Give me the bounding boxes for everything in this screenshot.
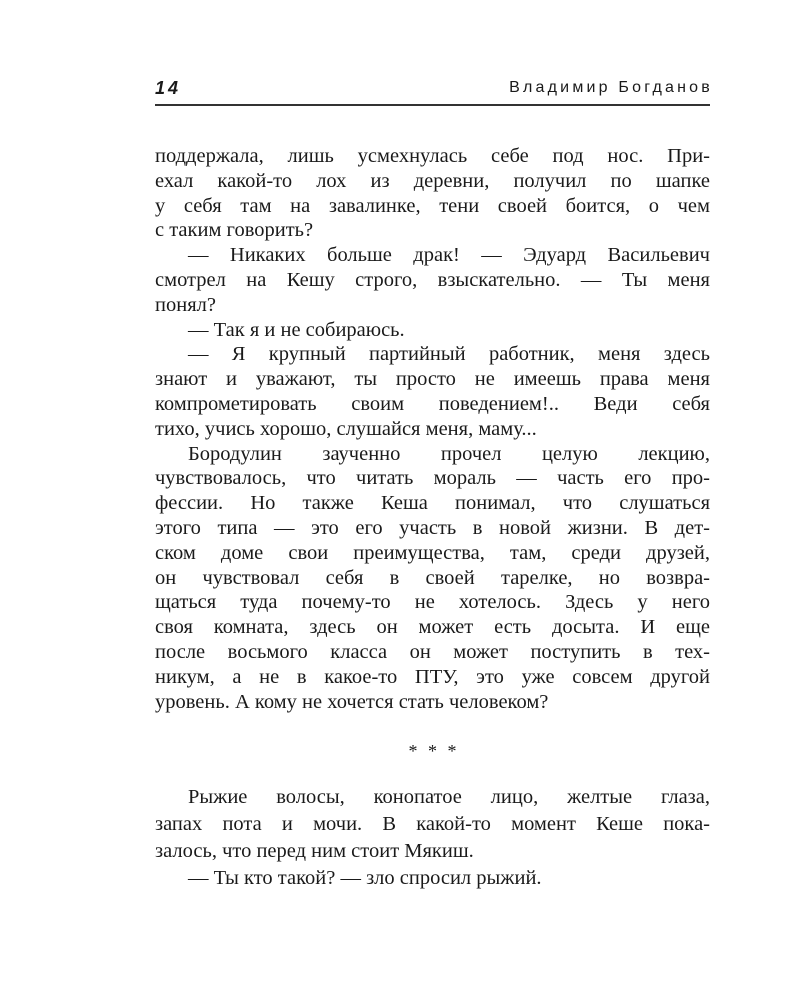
page-number: 14 bbox=[155, 78, 182, 98]
text-line: понял? bbox=[155, 293, 216, 316]
text-line: у себя там на завалинке, тени своей боится, о чем bbox=[155, 194, 710, 217]
text-line: залось, что перед ним стоит Мякиш. bbox=[155, 840, 474, 863]
text-line: Бородулин заученно прочел целую лекцию, bbox=[188, 442, 710, 465]
text-line: ехал какой-то лох из деревни, получил по шапке bbox=[155, 169, 710, 192]
running-header bbox=[155, 78, 713, 106]
text-line: запах пота и мочи. В какой-то момент Кеше пока- bbox=[155, 813, 710, 836]
text-line: чувствовалось, что читать мораль — часть его про- bbox=[155, 467, 710, 490]
text-line: после восьмого класса он может поступить в тех- bbox=[155, 640, 710, 663]
text-line: компрометировать своим поведением!.. Веди себя bbox=[155, 392, 710, 415]
text-section-1 bbox=[155, 144, 710, 714]
text-line: смотрел на Кешу строго, взыскательно. — Ты меня bbox=[155, 268, 710, 291]
text-line: поддержала, лишь усмехнулась себе под нос. При- bbox=[155, 145, 710, 167]
text-line: — Ты кто такой? — зло спросил рыжий. bbox=[188, 867, 542, 890]
text-section-2 bbox=[155, 784, 710, 892]
text-line: щаться туда почему-то не хотелось. Здесь у него bbox=[155, 591, 710, 614]
text-line: знают и уважают, ты просто не имеешь права меня bbox=[155, 368, 710, 391]
text-line: фессии. Но также Кеша понимал, что слушаться bbox=[155, 492, 710, 515]
text-line: своя комната, здесь он может есть досыта. И еще bbox=[155, 616, 710, 639]
section-separator: * * * bbox=[408, 741, 457, 762]
text-line: этого типа — это его участь в новой жизни. В дет- bbox=[155, 516, 710, 539]
text-line: уровень. А кому не хочется стать человеком? bbox=[155, 690, 549, 713]
text-line: ском доме свои преимущества, там, среди друзей, bbox=[155, 541, 710, 564]
text-line: с таким говорить? bbox=[155, 219, 314, 242]
running-header-author: Владимир Богданов bbox=[509, 79, 713, 96]
text-line: Рыжие волосы, конопатое лицо, желтые глаза, bbox=[188, 786, 710, 809]
text-line: тихо, учись хорошо, слушайся меня, маму... bbox=[155, 417, 537, 440]
text-line: — Так я и не собираюсь. bbox=[188, 318, 405, 341]
page-body bbox=[155, 144, 710, 892]
text-line: — Никаких больше драк! — Эдуард Васильевич bbox=[188, 244, 710, 267]
text-line: — Я крупный партийный работник, меня здесь bbox=[188, 343, 710, 366]
text-line: он чувствовал себя в своей тарелке, но возвра- bbox=[155, 566, 710, 589]
text-line: никум, а не в какое-то ПТУ, это уже совсем другой bbox=[155, 665, 710, 688]
